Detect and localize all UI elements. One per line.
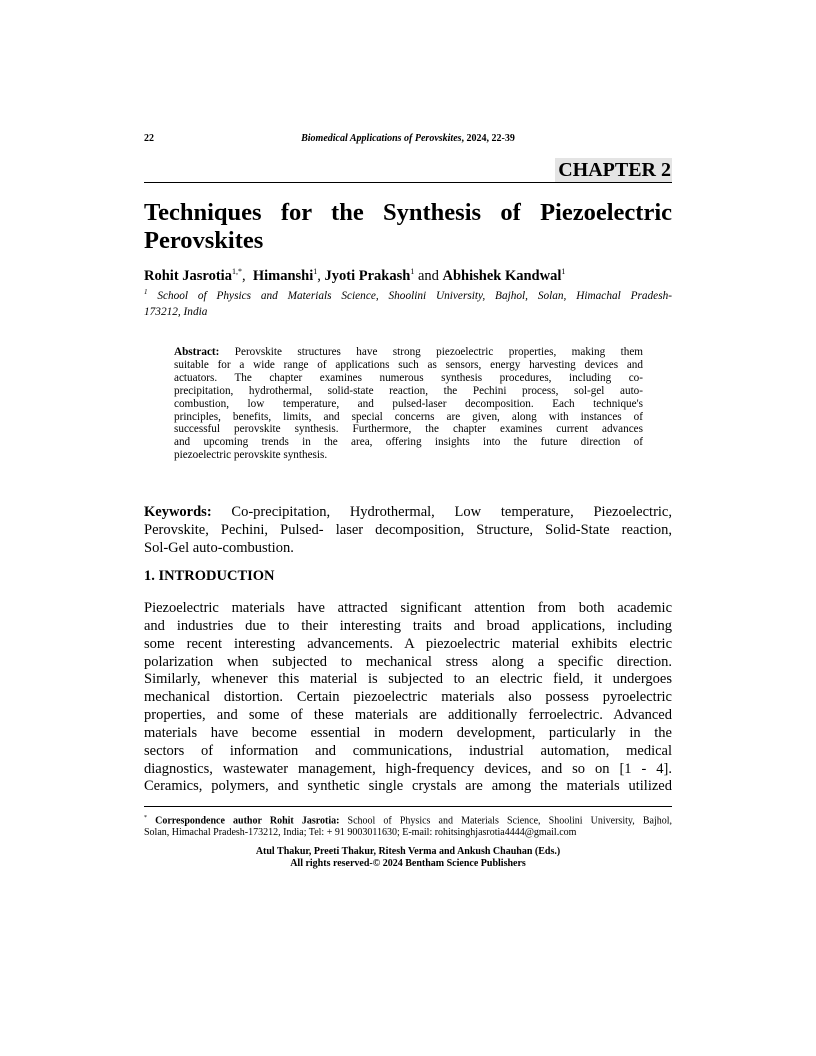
abstract-line-label: Abstract: [174,346,220,358]
keywords-line [144,503,672,521]
journal-name: Biomedical Applications of Perovskites [301,133,462,144]
paragraph-line: Similarly, whenever this material is subjected to an electric field, it undergoes [144,671,672,688]
chapter-label: CHAPTER 2 [555,158,672,182]
title-line: Techniques for the Synthesis of Piezoelectric [144,199,672,226]
footnote-rule [144,806,672,807]
paragraph-line: and industries due to their interesting traits and broad applications, including [144,617,672,634]
footnote-marker: * [144,815,147,821]
keywords-line-text: Co-precipitation, Hydrothermal, Low temperature, Piezoelectric, [211,504,672,520]
abstract-line: successful perovskite synthesis. Furthermore, the chapter examines current advances [174,423,643,436]
paragraph-line: diagnostics, wastewater management, high-frequency devices, and so on [1 - 4]. [144,760,672,777]
author-name: Rohit Jasrotia [144,267,232,284]
paragraph-line: some recent interesting advancements. A piezoelectric material exhibits electric [144,635,672,652]
journal-citation [144,133,672,144]
footnote-line: School of Physics and Materials Science, Shoolini University, Bajhol, [339,815,672,827]
keywords-line: Sol-Gel auto-combustion. [144,540,294,557]
author-separator: and [414,267,443,284]
page-number: 22 [144,133,154,144]
keywords-line: Perovskite, Pechini, Pulsed- laser decomposition, Structure, Solid-State reaction, [144,522,672,539]
running-header [144,133,672,144]
affiliation-marker: 1 [144,288,148,296]
copyright: All rights reserved-© 2024 Bentham Science Publishers [290,858,526,869]
author-separator: , [241,267,253,284]
author-affiliation-marker: 1 [313,267,318,276]
title-line: Perovskites [144,227,264,254]
paragraph-line: materials have become essential in modern development, particularly in the [144,724,672,741]
footnote [144,812,672,839]
paragraph-line: mechanical distortion. Certain piezoelectric materials also possess pyroelectric [144,689,672,706]
footnote-line: Solan, Himachal Pradesh-173212, India; Tel: + 91 9003011630; E-mail: rohitsinghjasrotia4444@gmail.com [144,827,577,839]
keywords [144,503,672,558]
editors: Atul Thakur, Preeti Thakur, Ritesh Verma and Ankush Chauhan (Eds.) [255,846,561,857]
paragraph-line: Piezoelectric materials have attracted significant attention from both academic [144,600,672,616]
author-name: Jyoti Prakash [324,267,411,284]
abstract [174,346,643,462]
abstract-line: and upcoming trends in the area, offering insights into the future direction of [174,436,643,449]
abstract-line: suitable for a wide range of applications such as sensors, energy harvesting devices and [174,358,643,371]
keywords-line-label: Keywords: [144,504,212,520]
paragraph-line: sectors of information and communications, industrial automation, medical [144,742,672,759]
footnote-label: Correspondence author Rohit Jasrotia: [147,815,340,827]
chapter-title [144,199,672,255]
introduction-paragraph [144,600,672,796]
journal-year-pages: , 2024, 22-39 [461,133,515,144]
affiliation-line: School of Physics and Materials Science, Shoolini University, Bajhol, Solan, Himachal Pradesh- [147,289,672,302]
abstract-line: actuators. The chapter examines numerous synthesis procedures, including co- [174,371,643,384]
author-separator: , [317,267,325,284]
author-name: Himanshi [252,267,314,284]
abstract-line: principles, benefits, limits, and special concerns are given, along with instances of [174,410,643,423]
author-affiliation-marker: 1,* [231,267,242,276]
paragraph-line: properties, and some of these materials are additionally ferroelectric. Advanced [144,707,672,724]
author-list [144,263,565,285]
header-rule [144,182,672,183]
affiliation-line: 173212, India [144,305,208,318]
abstract-line: piezoelectric perovskite synthesis. [174,449,328,462]
abstract-line: combustion, low temperature, and pulsed-laser decomposition. Each technique's [174,397,643,410]
section-heading: 1. INTRODUCTION [144,568,275,584]
abstract-line-text: Perovskite structures have strong piezoelectric properties, making them [219,346,643,358]
affiliation [144,284,672,320]
abstract-line: precipitation, hydrothermal, solid-state reaction, the Pechini process, sol-gel auto- [174,384,643,397]
paragraph-line: polarization when subjected to mechanical stress along a specific direction. [144,653,672,670]
paragraph-line: Ceramics, polymers, and synthetic single crystals are among the materials utilized [144,778,672,795]
author-affiliation-marker: 1 [561,267,566,276]
author-affiliation-marker: 1 [410,267,415,276]
author-name: Abhishek Kandwal [442,267,562,284]
book-credits [144,846,672,870]
abstract-line [174,346,643,359]
